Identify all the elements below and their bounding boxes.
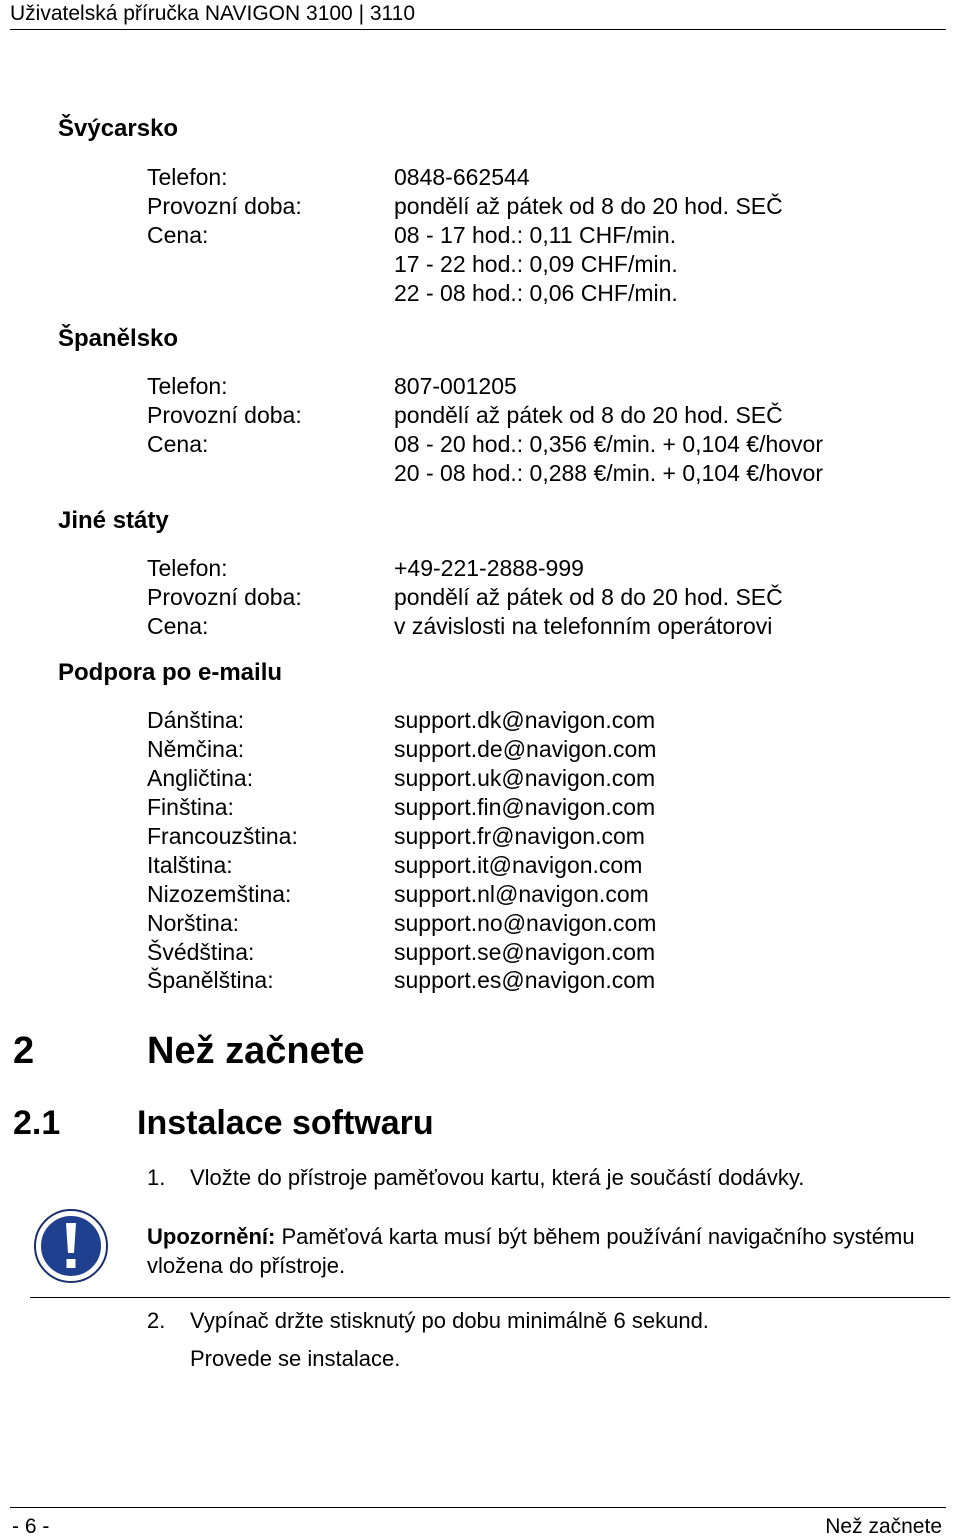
row-label: Norština: bbox=[147, 910, 240, 936]
row-value: 22 - 08 hod.: 0,06 CHF/min. bbox=[394, 280, 678, 306]
row-value: 17 - 22 hod.: 0,09 CHF/min. bbox=[394, 251, 678, 277]
row-label: Španělština: bbox=[147, 967, 274, 993]
row-label: Cena: bbox=[147, 613, 209, 639]
email-address[interactable]: support.es@navigon.com bbox=[394, 967, 656, 993]
email-address[interactable]: support.uk@navigon.com bbox=[394, 765, 656, 791]
row-label: Provozní doba: bbox=[147, 193, 302, 219]
email-address[interactable]: support.se@navigon.com bbox=[394, 939, 656, 965]
row-value: 20 - 08 hod.: 0,288 €/min. + 0,104 €/hovor bbox=[394, 460, 823, 486]
note-text bbox=[147, 1222, 937, 1280]
chapter-title: Než začnete bbox=[147, 1030, 365, 1072]
step-text: Vložte do přístroje paměťovou kartu, která je součástí dodávky. bbox=[190, 1165, 805, 1190]
chapter-number: 2 bbox=[13, 1030, 35, 1072]
row-value: 08 - 20 hod.: 0,356 €/min. + 0,104 €/hovor bbox=[394, 431, 823, 457]
email-address[interactable]: support.it@navigon.com bbox=[394, 852, 643, 878]
row-label: Angličtina: bbox=[147, 765, 254, 791]
note-body: Paměťová karta musí být během používání navigačního systému vložena do přístroje. bbox=[147, 1224, 915, 1278]
footer-section-name: Než začnete bbox=[825, 1515, 942, 1538]
step-number: 1. bbox=[147, 1165, 166, 1190]
row-value: pondělí až pátek od 8 do 20 hod. SEČ bbox=[394, 193, 783, 219]
email-address[interactable]: support.de@navigon.com bbox=[394, 736, 657, 762]
row-label: Finština: bbox=[147, 794, 234, 820]
row-value: 807-001205 bbox=[394, 373, 517, 399]
section-title-email: Podpora po e-mailu bbox=[58, 659, 283, 686]
row-value: v závislosti na telefonním operátorovi bbox=[394, 613, 773, 639]
row-label: Cena: bbox=[147, 222, 209, 248]
section-title-other: Jiné státy bbox=[58, 507, 169, 534]
email-address[interactable]: support.fr@navigon.com bbox=[394, 823, 645, 849]
note-label: Upozornění: bbox=[147, 1224, 276, 1249]
row-label: Telefon: bbox=[147, 555, 228, 581]
row-value: 08 - 17 hod.: 0,11 CHF/min. bbox=[394, 222, 677, 248]
row-label: Italština: bbox=[147, 852, 233, 878]
row-label: Nizozemština: bbox=[147, 881, 292, 907]
footer-rule bbox=[10, 1507, 946, 1508]
row-value: 0848-662544 bbox=[394, 164, 530, 190]
email-address[interactable]: support.nl@navigon.com bbox=[394, 881, 649, 907]
header-rule bbox=[10, 29, 946, 30]
row-value: +49-221-2888-999 bbox=[394, 555, 584, 581]
row-label: Švédština: bbox=[147, 939, 255, 965]
row-value: pondělí až pátek od 8 do 20 hod. SEČ bbox=[394, 584, 783, 610]
section-number: 2.1 bbox=[13, 1104, 61, 1142]
step-result: Provede se instalace. bbox=[190, 1346, 401, 1371]
row-label: Telefon: bbox=[147, 373, 228, 399]
row-label: Dánština: bbox=[147, 707, 245, 733]
section-heading: Instalace softwaru bbox=[137, 1104, 434, 1142]
row-label: Němčina: bbox=[147, 736, 245, 762]
exclamation-icon bbox=[33, 1208, 109, 1284]
step-number: 2. bbox=[147, 1308, 166, 1333]
email-address[interactable]: support.fin@navigon.com bbox=[394, 794, 656, 820]
section-title-switzerland: Švýcarsko bbox=[58, 115, 179, 142]
row-label: Provozní doba: bbox=[147, 402, 302, 428]
step-text: Vypínač držte stisknutý po dobu minimálně 6 sekund. bbox=[190, 1308, 709, 1333]
row-label: Cena: bbox=[147, 431, 209, 457]
row-label: Provozní doba: bbox=[147, 584, 302, 610]
email-address[interactable]: support.dk@navigon.com bbox=[394, 707, 656, 733]
note-divider bbox=[30, 1297, 950, 1298]
section-title-spain: Španělsko bbox=[58, 325, 179, 352]
email-address[interactable]: support.no@navigon.com bbox=[394, 910, 657, 936]
row-value: pondělí až pátek od 8 do 20 hod. SEČ bbox=[394, 402, 783, 428]
footer-page-number: - 6 - bbox=[12, 1515, 50, 1538]
row-label: Francouzština: bbox=[147, 823, 298, 849]
page-header-title: Uživatelská příručka NAVIGON 3100 | 3110 bbox=[10, 2, 416, 25]
row-label: Telefon: bbox=[147, 164, 228, 190]
